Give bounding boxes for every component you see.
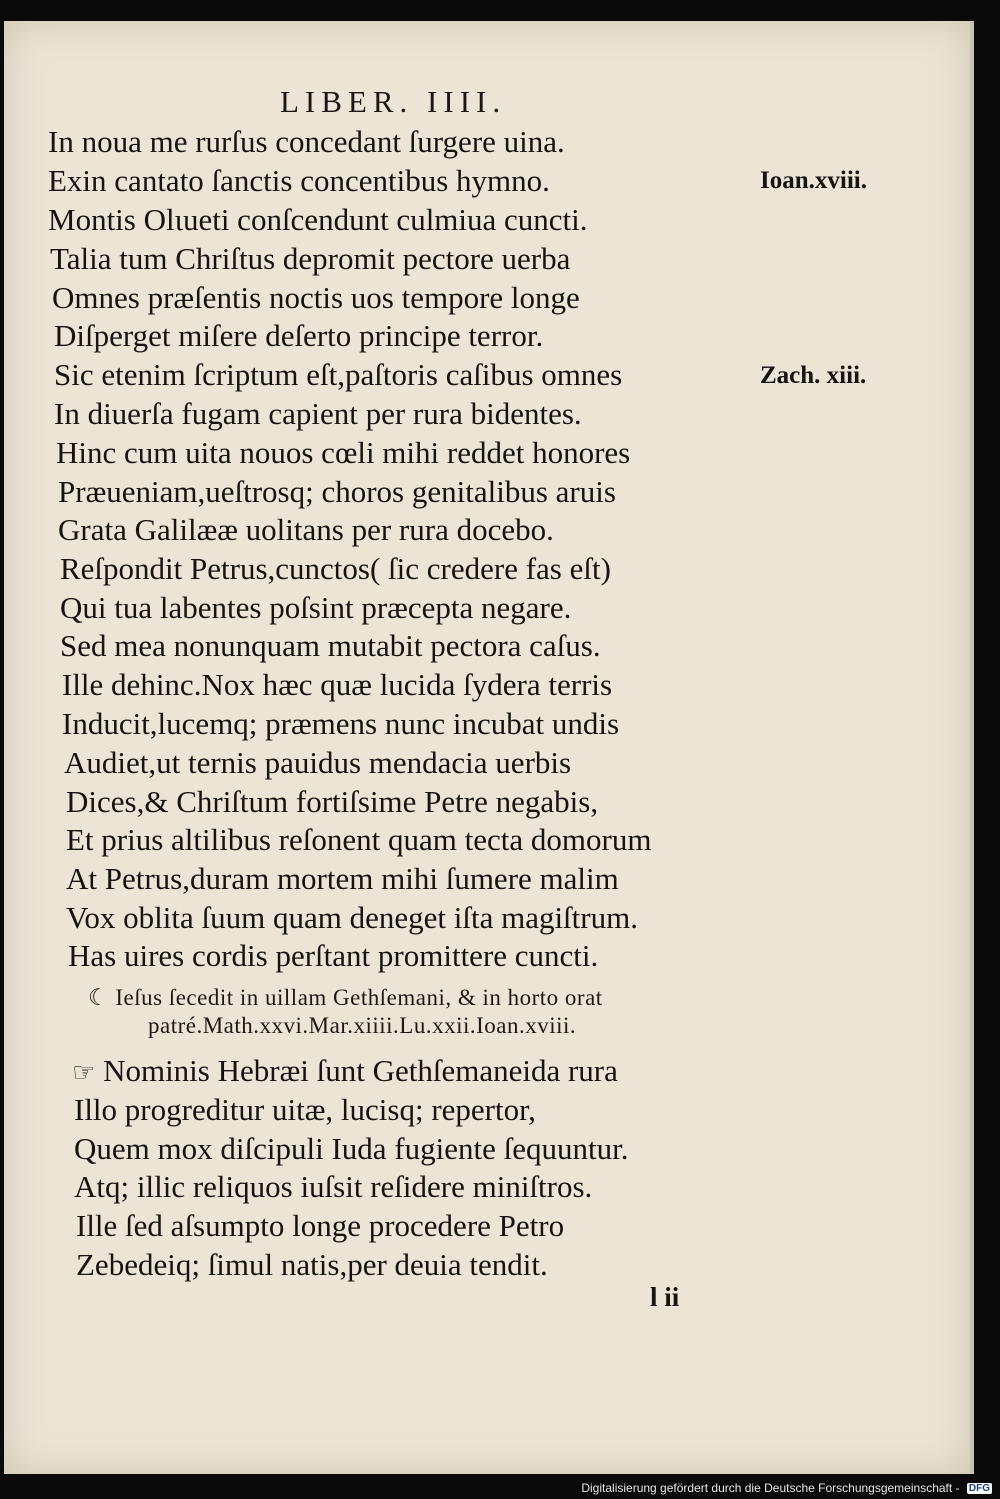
verse-line: Vox oblita ſuum quam deneget iſta magiſtrum.: [66, 900, 638, 935]
page-edge: [970, 21, 974, 1474]
running-header: LIBER. IIII.: [280, 84, 507, 119]
verse-line: Ille ſed aſsumpto longe procedere Petro: [76, 1208, 565, 1243]
chapter-summary-line: patré.Math.xxvi.Mar.xiiii.Lu.xxii.Ioan.xviii.: [148, 1013, 577, 1038]
verse-line: Grata Galilææ uolitans per rura docebo.: [58, 512, 554, 547]
verse-line: Præueniam,ueſtrosq; choros genitalibus aruis: [58, 474, 616, 509]
verse-line: Audiet,ut ternis pauidus mendacia uerbis: [64, 745, 572, 780]
margin-note: Zach. xiii.: [760, 362, 867, 389]
pilcrow-mark: ☾: [88, 985, 110, 1010]
chapter-summary-line: [88, 985, 603, 1011]
verse-line: Atq; illic reliquos iuſsit reſidere miniſtros.: [74, 1169, 593, 1204]
verse-line: At Petrus,duram mortem mihi ſumere malim: [66, 861, 619, 896]
credit-text: Digitalisierung gefördert durch die Deutsche Forschungsgemeinschaft -: [581, 1481, 960, 1495]
verse-line: Hinc cum uita nouos cœli mihi reddet honores: [56, 435, 631, 470]
verse-line: Diſperget miſere deſerto principe terror.: [54, 318, 544, 353]
verse-line: Qui tua labentes poſsint præcepta negare.: [60, 590, 572, 625]
verse-line: Inducit,lucemq; præmens nunc incubat undis: [62, 706, 620, 741]
verse-line: Reſpondit Petrus,cunctos( ſic credere fas eſt): [60, 551, 611, 586]
pointing-hand-icon: ☞: [72, 1058, 96, 1088]
verse-line: Sed mea nonunquam mutabit pectora caſus.: [60, 628, 601, 663]
verse-line: Has uires cordis perſtant promittere cuncti.: [68, 938, 599, 973]
verse-line: Talia tum Chriſtus depromit pectore uerba: [50, 241, 571, 276]
verse-line: Exin cantato ſanctis concentibus hymno.: [48, 163, 550, 198]
verse-line: Et prius altilibus reſonent quam tecta domorum: [66, 822, 652, 857]
summary-text: Ieſus ſecedit in uillam Gethſemani, & in horto orat: [115, 985, 603, 1010]
margin-note: Ioan.xviii.: [760, 167, 867, 194]
digitization-credit: [581, 1481, 992, 1495]
dfg-logo: DFG: [968, 1483, 990, 1495]
verse-line: In diuerſa fugam capient per rura bidentes.: [54, 396, 582, 431]
verse-line: Montis Olιueti conſcendunt culmiua cuncti.: [48, 202, 588, 237]
signature-mark: l ii: [650, 1282, 680, 1312]
verse-text: Nominis Hebræi ſunt Gethſemaneida rura: [103, 1053, 618, 1088]
verse-line: Sic etenim ſcriptum eſt,paſtoris caſibus omnes: [54, 357, 623, 392]
verse-line: Illo progreditur uitæ, lucisq; repertor,: [74, 1092, 536, 1127]
verse-line: Ille dehinc.Nox hæc quæ lucida ſydera terris: [62, 667, 613, 702]
verse-line: In noua me rurſus concedant ſurgere uina.: [48, 124, 565, 159]
verse-line: [72, 1053, 618, 1089]
verse-line: Zebedeiq; ſimul natis,per deuia tendit.: [76, 1247, 548, 1282]
verse-line: Dices,& Chriſtum fortiſsime Petre negabis,: [66, 784, 599, 819]
verse-line: Quem mox diſcipuli Iuda fugiente ſequuntur.: [74, 1131, 629, 1166]
verse-line: Omnes præſentis noctis uos tempore longe: [52, 280, 580, 315]
